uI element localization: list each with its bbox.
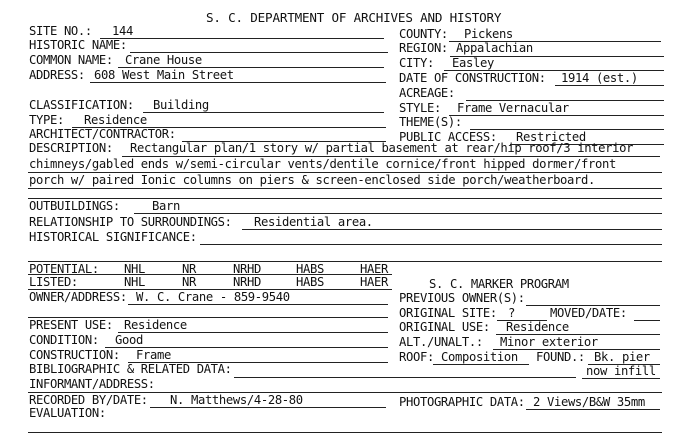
present-use-label: PRESENT USE:: [29, 318, 113, 332]
original-site-label: ORIGINAL SITE:: [399, 306, 497, 320]
address-rule: [90, 82, 386, 83]
description-rule-3: [28, 188, 662, 189]
bibliography-rule: [234, 377, 576, 378]
present-use-rule: [118, 332, 388, 333]
form-title: S. C. DEPARTMENT OF ARCHIVES AND HISTORY: [206, 10, 502, 25]
recorded-rule: [150, 407, 386, 408]
listed-haer: HAER: [360, 275, 388, 289]
condition-value: Good: [115, 333, 143, 347]
moved-date-rule: [634, 320, 660, 321]
common-name-label: COMMON NAME:: [29, 53, 113, 67]
potential-nhl: NHL: [124, 262, 145, 276]
construction-date-label: DATE OF CONSTRUCTION:: [399, 71, 546, 85]
present-use-top-rule: [28, 317, 388, 318]
potential-rule: [28, 274, 392, 275]
potential-haer: HAER: [360, 262, 388, 276]
description-line-2: chimneys/gabled ends w/semi-circular vents/dentile cornice/front hipped dormer/front: [29, 157, 616, 171]
description-line-3: porch w/ paired Ionic columns on piers & screen-enclosed side porch/weatherboard.: [29, 173, 595, 187]
previous-owners-label: PREVIOUS OWNER(S):: [399, 291, 525, 305]
potential-nr: NR: [182, 262, 196, 276]
listed-nr: NR: [182, 275, 196, 289]
original-use-label: ORIGINAL USE:: [399, 320, 490, 334]
public-access-value: Restricted: [516, 130, 586, 144]
listed-label: LISTED:: [29, 275, 78, 289]
owner-label: OWNER/ADDRESS:: [29, 290, 127, 304]
informant-label: INFORMANT/ADDRESS:: [29, 377, 155, 391]
county-value: Pickens: [464, 27, 513, 41]
foundation-rule-2: [582, 378, 660, 379]
common-name-value: Crane House: [125, 53, 202, 67]
outbuildings-top-rule: [28, 198, 662, 199]
construction-date-rule: [555, 85, 664, 86]
foundation-value-1: Bk. pier: [594, 350, 650, 364]
construction-label: CONSTRUCTION:: [29, 348, 120, 362]
photo-value: 2 Views/B&W 35mm: [533, 395, 645, 409]
roof-label: ROOF:: [399, 350, 434, 364]
classification-label: CLASSIFICATION:: [29, 98, 134, 112]
photo-label: PHOTOGRAPHIC DATA:: [399, 395, 525, 409]
region-value: Appalachian: [456, 41, 533, 55]
address-label: ADDRESS:: [29, 68, 85, 82]
construction-value: Frame: [136, 348, 171, 362]
outbuildings-label: OUTBUILDINGS:: [29, 199, 120, 213]
listed-nhl: NHL: [124, 275, 145, 289]
original-use-value: Residence: [506, 320, 569, 334]
description-line-1: Rectangular plan/1 story w/ partial basement at rear/hip roof/3 interior: [130, 141, 634, 155]
city-value: Easley: [452, 56, 494, 70]
original-site-value: ?: [508, 306, 515, 320]
potential-label: POTENTIAL:: [29, 262, 99, 276]
listed-habs: HABS: [296, 275, 324, 289]
roof-rule: [433, 364, 529, 365]
significance-rule: [200, 244, 662, 245]
relationship-label: RELATIONSHIP TO SURROUNDINGS:: [29, 215, 232, 229]
public-access-label: PUBLIC ACCESS:: [399, 130, 497, 144]
address-value: 608 West Main Street: [94, 68, 234, 82]
present-use-value: Residence: [124, 318, 187, 332]
roof-value: Composition: [441, 350, 518, 364]
site-no-rule: [100, 38, 384, 39]
moved-date-label: MOVED/DATE:: [550, 306, 627, 320]
classification-rule: [143, 112, 384, 113]
recorded-label: RECORDED BY/DATE:: [29, 393, 148, 407]
style-rule: [449, 115, 664, 116]
acreage-label: ACREAGE:: [399, 86, 455, 100]
style-label: STYLE:: [399, 101, 441, 115]
potential-habs: HABS: [296, 262, 324, 276]
city-label: CITY:: [399, 56, 434, 70]
description-label: DESCRIPTION:: [29, 141, 113, 155]
site-no-value: 144: [112, 24, 133, 38]
marker-program-heading: S. C. MARKER PROGRAM: [429, 277, 569, 291]
condition-label: CONDITION:: [29, 333, 99, 347]
type-label: TYPE:: [29, 113, 64, 127]
historic-name-label: HISTORIC NAME:: [29, 38, 127, 52]
foundation-value-2: now infill: [586, 364, 656, 378]
foundation-label: FOUND.:: [536, 350, 585, 364]
photo-rule: [526, 409, 660, 410]
owner-value: W. C. Crane - 859-9540: [136, 290, 290, 304]
evaluation-label: EVALUATION:: [29, 406, 106, 420]
owner-rule: [128, 304, 388, 305]
construction-date-value: 1914 (est.): [561, 71, 638, 85]
alterations-value: Minor exterior: [500, 335, 598, 349]
significance-label: HISTORICAL SIGNIFICANCE:: [29, 230, 197, 244]
evaluation-rule: [28, 432, 662, 433]
outbuildings-value: Barn: [152, 199, 180, 213]
style-value: Frame Vernacular: [457, 101, 569, 115]
potential-nrhd: NRHD: [233, 262, 261, 276]
classification-value: Building: [153, 98, 209, 112]
architect-label: ARCHITECT/CONTRACTOR:: [29, 127, 176, 141]
relationship-rule: [242, 229, 662, 230]
type-value: Residence: [84, 113, 147, 127]
relationship-value: Residential area.: [254, 215, 373, 229]
recorded-value: N. Matthews/4-28-80: [170, 393, 303, 407]
site-no-label: SITE NO.:: [29, 24, 92, 38]
listed-nrhd: NRHD: [233, 275, 261, 289]
outbuildings-rule: [134, 213, 662, 214]
alterations-label: ALT./UNALT.:: [399, 335, 483, 349]
bibliography-label: BIBLIOGRAPHIC & RELATED DATA:: [29, 362, 232, 376]
region-label: REGION:: [399, 41, 448, 55]
themes-label: THEME(S):: [399, 115, 462, 129]
county-label: COUNTY:: [399, 27, 448, 41]
